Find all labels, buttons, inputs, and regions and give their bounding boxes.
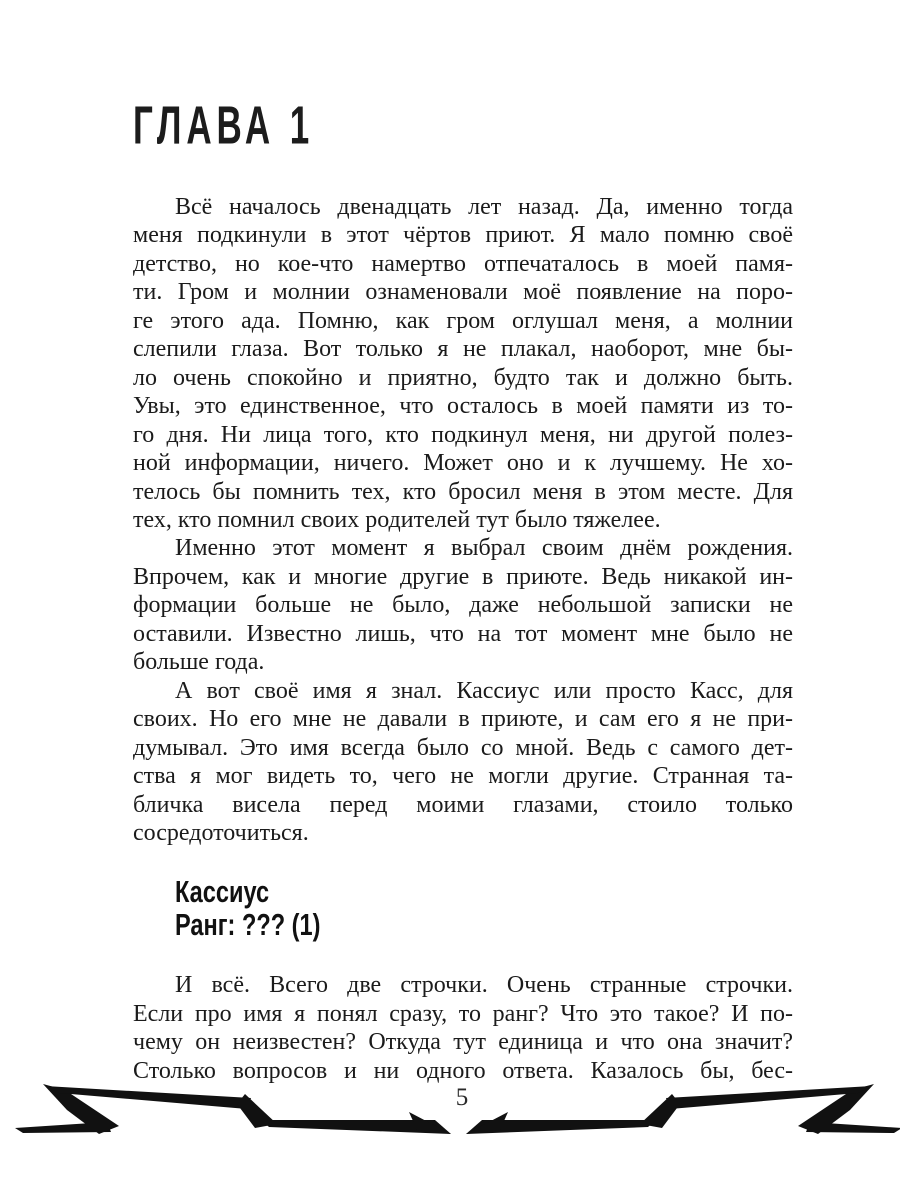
lightning-ornament-left [15, 1080, 465, 1142]
lightning-ornament-right [452, 1080, 900, 1142]
text-line: ти. Гром и молнии ознаменовали моё появление на поро- [133, 279, 793, 306]
text-line: больше года. [133, 649, 265, 676]
paragraph [133, 971, 793, 1085]
text-line: А вот своё имя я знал. Кассиус или просто Касс, для [175, 677, 793, 704]
text-line: И всё. Всего две строчки. Очень странные строчки. [175, 972, 793, 999]
page-number: 5 [455, 1084, 469, 1111]
page-footer [0, 1078, 900, 1148]
text-line: Если про имя я понял сразу, то ранг? Что это такое? И по- [133, 1000, 793, 1027]
text-line: бличка висела перед моими глазами, стоило только [133, 791, 793, 818]
text-line: формации больше не было, даже небольшой записки не [133, 592, 793, 619]
text-line: ге этого ада. Помню, как гром оглушал меня, а молнии [133, 307, 793, 334]
status-window [133, 875, 793, 941]
text-line: го дня. Ни лица того, кто подкинул меня, ни другой полез- [133, 421, 793, 448]
paragraph [133, 193, 793, 534]
text-line: думывал. Это имя всегда было со мной. Ведь с самого дет- [133, 734, 793, 761]
text-line: чему он неизвестен? Откуда тут единица и что она значит? [133, 1029, 793, 1056]
text-line: оставили. Известно лишь, что на тот момент мне было не [133, 620, 793, 647]
text-line: Впрочем, как и многие другие в приюте. Ведь никакой ин- [133, 563, 793, 590]
chapter-title: ГЛАВА 1 [133, 95, 315, 156]
text-line: Всё началось двенадцать лет назад. Да, именно тогда [175, 194, 793, 220]
text-line: меня подкинули в этот чёртов приют. Я мало помню своё [133, 222, 793, 249]
status-window-line: Ранг: ??? (1) [175, 907, 321, 943]
text-line: Именно этот момент я выбрал своим днём рождения. [175, 535, 793, 562]
paragraph [133, 534, 793, 676]
text-line: сосредоточиться. [133, 819, 309, 846]
text-line: Столько вопросов и ни одного ответа. Казалось бы, бес- [133, 1057, 793, 1084]
text-line: ной информации, ничего. Может оно и к лучшему. Не хо- [133, 450, 793, 477]
text-line: слепили глаза. Вот только я не плакал, наоборот, мне бы- [133, 336, 793, 363]
text-line: телось бы помнить тех, кто бросил меня в этом месте. Для [133, 478, 793, 505]
text-line: ло очень спокойно и приятно, будто так и должно быть. [133, 364, 793, 391]
paragraph [133, 677, 793, 848]
status-window-line: Кассиус [175, 874, 270, 910]
text-line: Увы, это единственное, что осталось в моей памяти из то- [133, 393, 793, 420]
text-line: тех, кто помнил своих родителей тут было тяжелее. [133, 506, 661, 533]
text-line: ства я мог видеть то, чего не могли другие. Странная та- [133, 763, 793, 790]
text-block [133, 193, 793, 1085]
text-line: детство, но кое-что намертво отпечаталось в моей памя- [133, 250, 793, 277]
text-line: своих. Но его мне не давали в приюте, и сам его я не при- [133, 706, 793, 733]
